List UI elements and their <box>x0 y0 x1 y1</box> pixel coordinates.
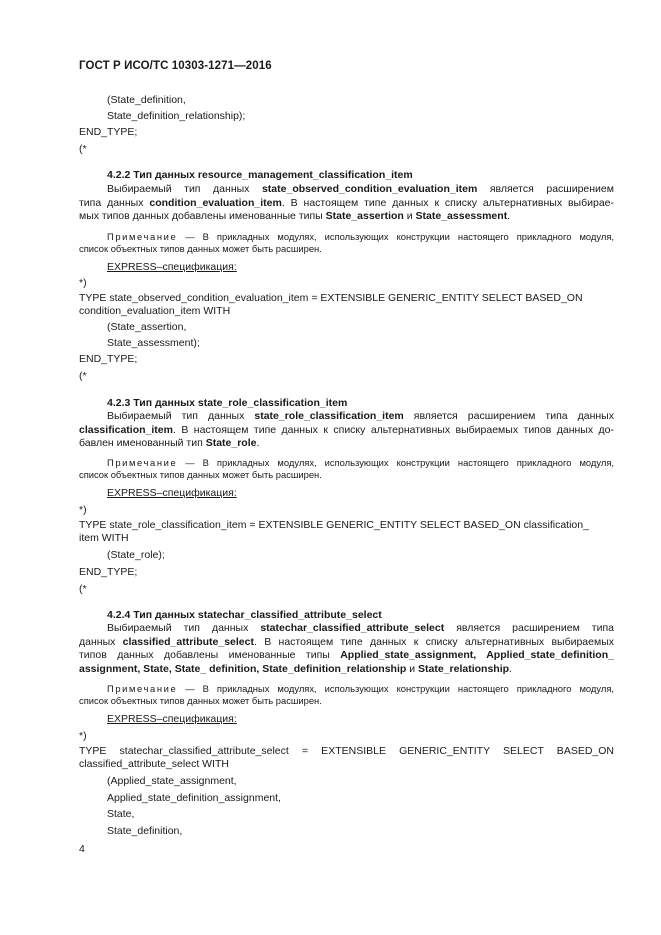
express-spec-heading: EXPRESS–спецификация: <box>107 713 237 725</box>
code-line: (State_definition, <box>107 94 186 106</box>
note-line: Примечание — В прикладных модулях, использующих конструкции настоящего прикладного модуля, <box>107 683 614 694</box>
code-line: State, <box>107 808 135 820</box>
code-line: item WITH <box>79 532 129 544</box>
paragraph-line: Выбираемый тип данных state_role_classification_item является расширением типа данных <box>107 410 614 422</box>
code-line: (* <box>79 143 87 155</box>
paragraph-line: бавлен именованный тип State_role. <box>79 437 260 449</box>
code-line: *) <box>79 277 87 289</box>
note-line: Примечание — В прикладных модулях, использующих конструкции настоящего прикладного модуля, <box>107 231 614 242</box>
paragraph-line: Выбираемый тип данных statechar_classified_attribute_select является расширением типа <box>107 622 614 634</box>
express-spec-heading: EXPRESS–спецификация: <box>107 487 237 499</box>
code-line: TYPE state_observed_condition_evaluation_item = EXTENSIBLE GENERIC_ENTITY SELECT BASED_ON <box>79 292 583 304</box>
note-line: Примечание — В прикладных модулях, использующих конструкции настоящего прикладного модуля, <box>107 457 614 468</box>
code-line: (* <box>79 370 87 382</box>
paragraph-line: assignment, State, State_ definition, State_definition_relationship и State_relationship. <box>79 663 512 675</box>
section-title: 4.2.2 Тип данных resource_management_classification_item <box>107 169 413 181</box>
code-line: (* <box>79 583 87 595</box>
code-line: *) <box>79 504 87 516</box>
express-spec-heading: EXPRESS–спецификация: <box>107 261 237 273</box>
code-line: *) <box>79 730 87 742</box>
paragraph-line: classification_item. В настоящем типе данных к списку альтернативных выбираемых типов данных до- <box>79 424 614 436</box>
page-number: 4 <box>79 843 85 855</box>
paragraph-line: данных classified_attribute_select. В настоящем типе данных к списку альтернативных выбираемых <box>79 636 614 648</box>
code-line: TYPE state_role_classification_item = EXTENSIBLE GENERIC_ENTITY SELECT BASED_ON classification_ <box>79 519 589 531</box>
page-header: ГОСТ Р ИСО/ТС 10303-1271—2016 <box>79 60 272 72</box>
paragraph-line: типов данных добавлены именованные типы Applied_state_assignment, Applied_state_definition_ <box>79 649 614 661</box>
section-title: 4.2.4 Тип данных statechar_classified_attribute_select <box>107 609 382 621</box>
note-line: список объектных типов данных может быть расширен. <box>79 243 322 254</box>
note-line: список объектных типов данных может быть расширен. <box>79 695 322 706</box>
code-line: (Applied_state_assignment, <box>107 775 237 787</box>
paragraph-line: типа данных condition_evaluation_item. В настоящем типе данных к списку альтернативных выбирае- <box>79 197 614 209</box>
code-line: (State_assertion, <box>107 321 187 333</box>
code-line: classified_attribute_select WITH <box>79 758 229 770</box>
code-line: END_TYPE; <box>79 353 138 365</box>
code-line: END_TYPE; <box>79 126 138 138</box>
paragraph-line: мых типов данных добавлены именованные типы State_assertion и State_assessment. <box>79 210 511 222</box>
code-line: Applied_state_definition_assignment, <box>107 792 281 804</box>
code-line: State_definition, <box>107 825 183 837</box>
section-title: 4.2.3 Тип данных state_role_classification_item <box>107 397 348 409</box>
code-line: State_assessment); <box>107 337 200 349</box>
code-line: END_TYPE; <box>79 566 138 578</box>
code-line: condition_evaluation_item WITH <box>79 305 231 317</box>
code-line: TYPE statechar_classified_attribute_select = EXTENSIBLE GENERIC_ENTITY SELECT BASED_ON <box>79 745 614 757</box>
note-line: список объектных типов данных может быть расширен. <box>79 469 322 480</box>
code-line: (State_role); <box>107 549 165 561</box>
code-line: State_definition_relationship); <box>107 110 246 122</box>
paragraph-line: Выбираемый тип данных state_observed_condition_evaluation_item является расширением <box>107 183 614 195</box>
